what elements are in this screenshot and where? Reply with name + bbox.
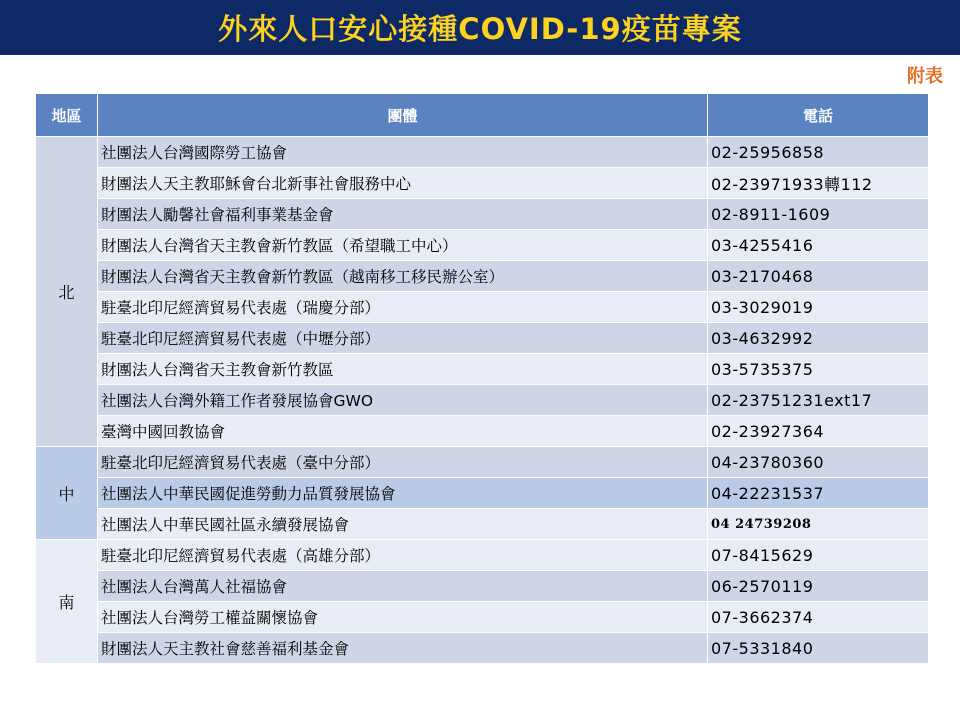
table-row [36, 323, 929, 354]
table-row [36, 385, 929, 416]
phone-cell: 03-5735375 [708, 354, 929, 385]
phone-cell: 02-25956858 [708, 137, 929, 168]
header-region: 地區 [36, 94, 98, 137]
organization-cell: 社團法人台灣外籍工作者發展協會GWO [98, 385, 708, 416]
phone-cell: 07-8415629 [708, 540, 929, 571]
table-row [36, 447, 929, 478]
region-cell-north: 北 [36, 137, 98, 447]
table-row [36, 199, 929, 230]
phone-cell: 03-2170468 [708, 261, 929, 292]
region-cell-central: 中 [36, 447, 98, 540]
table-row [36, 478, 929, 509]
organization-cell: 臺灣中國回教協會 [98, 416, 708, 447]
phone-cell: 03-4255416 [708, 230, 929, 261]
organization-cell: 社團法人台灣萬人社福協會 [98, 571, 708, 602]
organization-cell: 財團法人台灣省天主教會新竹教區（越南移工移民辦公室） [98, 261, 708, 292]
table-row [36, 230, 929, 261]
table-row [36, 168, 929, 199]
organization-cell: 社團法人台灣國際勞工協會 [98, 137, 708, 168]
organization-cell: 財團法人台灣省天主教會新竹教區（希望職工中心） [98, 230, 708, 261]
phone-cell: 04-22231537 [708, 478, 929, 509]
phone-cell: 04-23780360 [708, 447, 929, 478]
phone-cell: 03-4632992 [708, 323, 929, 354]
table-row [36, 416, 929, 447]
table-row [36, 633, 929, 664]
page-title: 外來人口安心接種COVID-19疫苗專案 [218, 12, 742, 46]
table-header-row [36, 94, 929, 137]
table-row [36, 292, 929, 323]
table-row [36, 602, 929, 633]
organization-cell: 社團法人台灣勞工權益關懷協會 [98, 602, 708, 633]
organization-cell: 財團法人天主教耶穌會台北新事社會服務中心 [98, 168, 708, 199]
phone-cell: 07-5331840 [708, 633, 929, 664]
organization-cell: 駐臺北印尼經濟貿易代表處（中壢分部） [98, 323, 708, 354]
table-row [36, 354, 929, 385]
title-banner [0, 0, 960, 55]
phone-cell: 07-3662374 [708, 602, 929, 633]
organization-cell: 社團法人中華民國社區永續發展協會 [98, 509, 708, 540]
region-cell-south: 南 [36, 540, 98, 664]
appendix-label: 附表 [907, 66, 943, 87]
phone-cell: 02-8911-1609 [708, 199, 929, 230]
organization-cell: 財團法人台灣省天主教會新竹教區 [98, 354, 708, 385]
phone-cell: 02-23751231ext17 [708, 385, 929, 416]
organization-cell: 財團法人勵馨社會福利事業基金會 [98, 199, 708, 230]
header-phone: 電話 [708, 94, 929, 137]
contact-table [35, 93, 929, 664]
phone-cell: 02-23971933轉112 [708, 168, 929, 199]
organization-cell: 駐臺北印尼經濟貿易代表處（瑞慶分部） [98, 292, 708, 323]
table-row [36, 509, 929, 540]
phone-cell: 03-3029019 [708, 292, 929, 323]
phone-cell: 04 24739208 [708, 509, 929, 540]
table-row [36, 540, 929, 571]
header-organization: 團體 [98, 94, 708, 137]
phone-cell: 02-23927364 [708, 416, 929, 447]
table-row [36, 571, 929, 602]
organization-cell: 駐臺北印尼經濟貿易代表處（臺中分部） [98, 447, 708, 478]
organization-cell: 財團法人天主教社會慈善福利基金會 [98, 633, 708, 664]
phone-cell: 06-2570119 [708, 571, 929, 602]
table-row [36, 137, 929, 168]
organization-cell: 駐臺北印尼經濟貿易代表處（高雄分部） [98, 540, 708, 571]
organization-cell: 社團法人中華民國促進勞動力品質發展協會 [98, 478, 708, 509]
table-row [36, 261, 929, 292]
